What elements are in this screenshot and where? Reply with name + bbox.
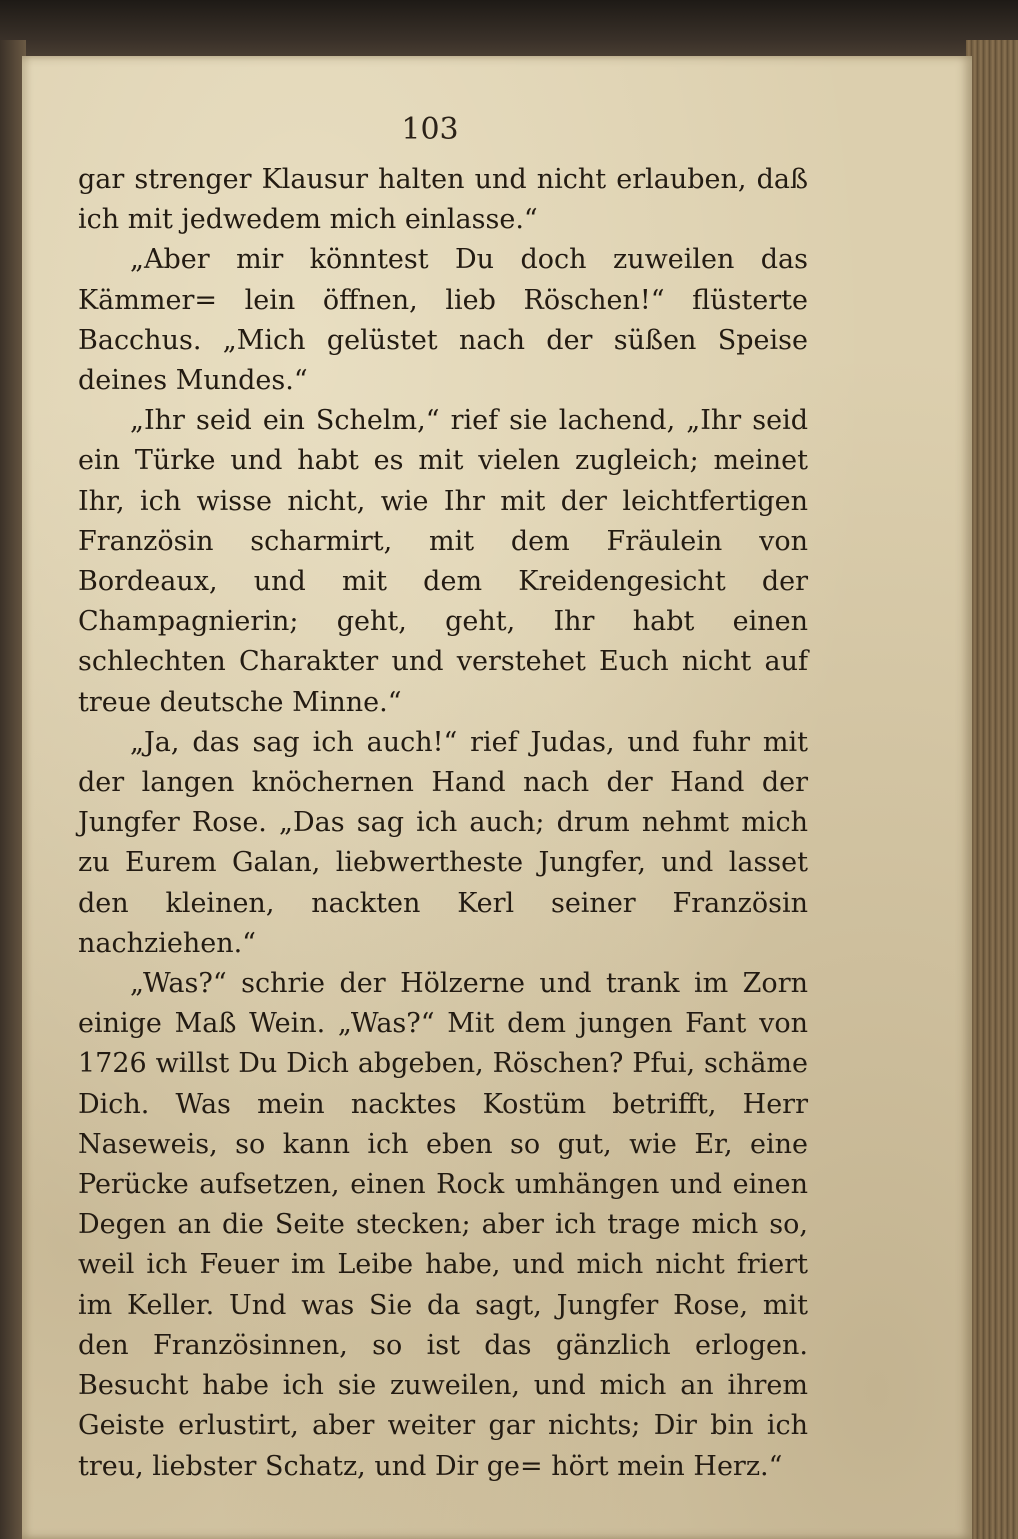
page-text [78,160,808,1487]
paragraph-4: „Ja, das sag ich auch!“ rief Judas, und fuhr mit der langen knöchernen Hand nach der Hand der Jungfer Rose. „Das sag ich auch; drum nehmt mich zu Eurem Galan, liebwertheste Jungfer, und lasset den kleinen, nackten Kerl seiner Französin nachziehen.“ [78,726,808,959]
paragraph-3: „Ihr seid ein Schelm,“ rief sie lachend, „Ihr seid ein Türke und habt es mit vielen zugleich; meinet Ihr, ich wisse nicht, wie Ihr mit der leichtfertigen Französin scharmirt, mit dem Fräulein von Bordeaux, und mit dem Kreidengesicht der Champagnierin; geht, geht, Ihr habt einen schlechten Charakter und verstehet Euch nicht auf treue deutsche Minne.“ [78,405,808,718]
right-page-stack [966,40,1018,1539]
book-top-edge [0,0,1018,58]
paragraph-5: „Was?“ schrie der Hölzerne und trank im Zorn einige Maß Wein. „Was?“ Mit dem jungen Fant von 1726 willst Du Dich abgeben, Röschen? Pfui, schäme Dich. Was mein nacktes Kostüm betrifft, Herr Naseweis, so kann ich eben so gut, wie Er, eine Perücke aufsetzen, einen Rock umhängen und einen Degen an die Seite stecken; aber ich trage mich so, weil ich Feuer im Leibe habe, und mich nicht friert im Keller. Und was Sie da sagt, Jungfer Rose, mit den Französinnen, so ist das gänzlich erlogen. Besucht habe ich sie zuweilen, und mich an ihrem Geiste erlustirt, aber weiter gar nichts; Dir bin ich treu, liebster Schatz, und Dir ge= hört mein Herz.“ [78,968,808,1482]
paragraph-2: „Aber mir könntest Du doch zuweilen das Kämmer= lein öffnen, lieb Röschen!“ flüsterte Bacchus. „Mich gelüstet nach der süßen Speise deines Mundes.“ [78,244,808,397]
page-number: 103 [401,112,459,147]
paragraph-1: gar strenger Klausur halten und nicht erlauben, daß ich mit jedwedem mich einlasse.“ [78,164,808,236]
